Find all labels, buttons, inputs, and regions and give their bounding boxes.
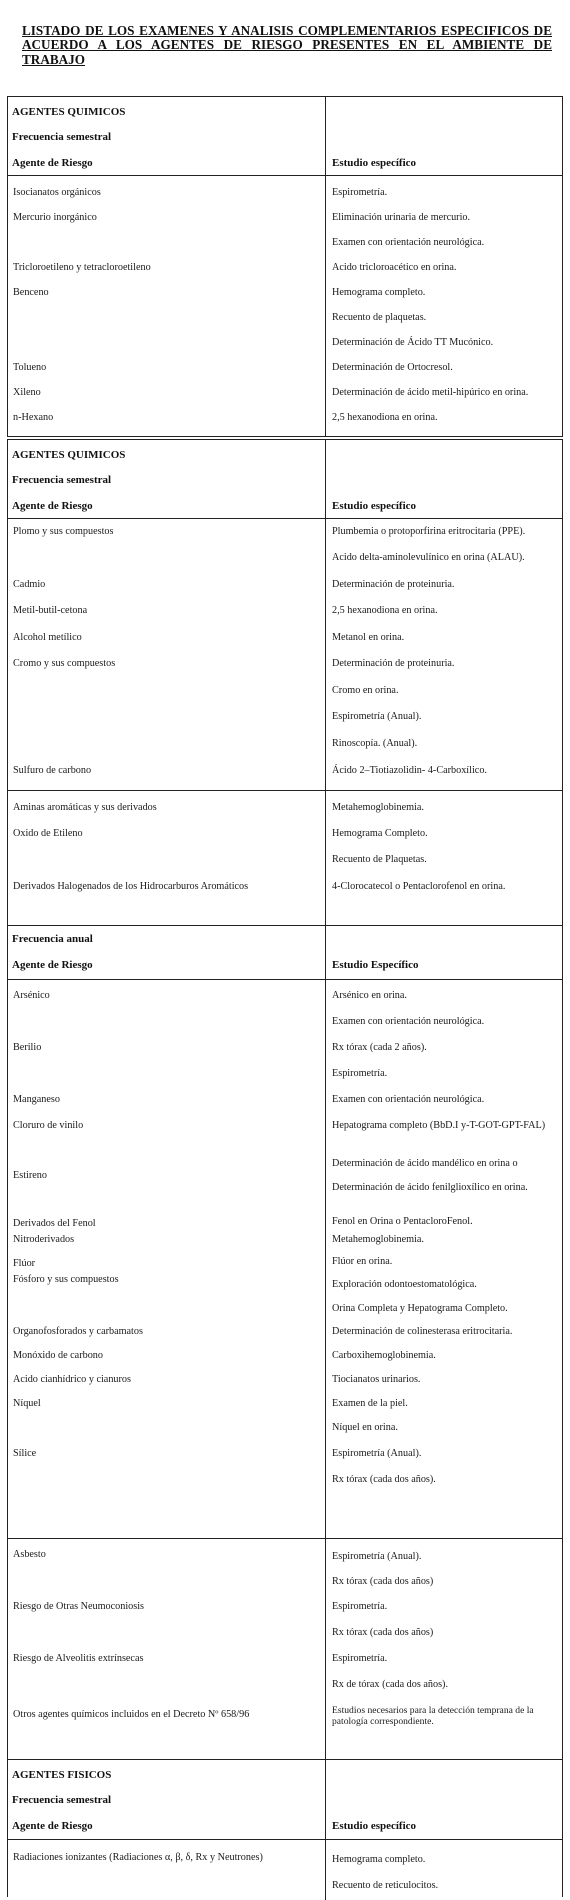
agent-cell: Benceno xyxy=(13,287,49,298)
study-cell: Plumbemia o protoporfirina eritrocitaria (PPE). xyxy=(332,526,526,537)
study-cell: Espirometría (Anual). xyxy=(332,711,422,722)
agent-cell: Cloruro de vinilo xyxy=(13,1120,84,1131)
study-column-header: Estudio específico xyxy=(332,1820,417,1832)
study-cell: Carboxihemoglobinemia. xyxy=(332,1350,436,1361)
study-cell: Determinación de Ácido TT Mucónico. xyxy=(332,337,494,348)
agent-cell: Alcohol metílico xyxy=(13,632,82,643)
study-cell: Metahemoglobinemia. xyxy=(332,802,424,813)
agent-cell: Fósforo y sus compuestos xyxy=(13,1274,119,1285)
agent-cell: Tricloroetileno y tetracloroetileno xyxy=(13,262,151,273)
frequency-label: Frecuencia anual xyxy=(12,933,93,945)
agent-column-header: Agente de Riesgo xyxy=(12,1820,93,1832)
agent-cell: n-Hexano xyxy=(13,412,54,423)
study-cell: Examen con orientación neurológica. xyxy=(332,237,485,248)
study-cell: Fenol en Orina o PentacloroFenol. xyxy=(332,1216,473,1227)
study-cell: Rx tórax (cada dos años). xyxy=(332,1474,436,1485)
group-heading: AGENTES QUIMICOS xyxy=(12,449,126,461)
study-cell: Eliminación urinaria de mercurio. xyxy=(332,212,471,223)
study-cell: Flúor en orina. xyxy=(332,1256,393,1267)
group-heading: AGENTES FISICOS xyxy=(12,1769,112,1781)
agent-cell: Berilio xyxy=(13,1042,42,1053)
agent-cell: Tolueno xyxy=(13,362,47,373)
study-cell: 2,5 hexanodiona en orina. xyxy=(332,605,438,616)
study-cell: Hepatograma completo (BbD.I y-T-GOT-GPT-FAL) xyxy=(332,1120,546,1131)
agent-cell: Isocianatos orgánicos xyxy=(13,187,101,198)
study-cell: Tiocianatos urinarios. xyxy=(332,1374,421,1385)
study-cell: Determinación de proteinuria. xyxy=(332,658,455,669)
study-cell: Metanol en orina. xyxy=(332,632,405,643)
agent-cell: Monóxido de carbono xyxy=(13,1350,103,1361)
agent-cell: Mercurio inorgánico xyxy=(13,212,97,223)
document-title: LISTADO DE LOS EXAMENES Y ANALISIS COMPLEMENTARIOS ESPECIFICOS DE ACUERDO A LOS AGENTES DE RIESGO PRESENTES EN EL AMBIENTE DE TRABAJO xyxy=(22,23,552,67)
study-cell: Espirometría. xyxy=(332,1068,388,1079)
agent-cell: Arsénico xyxy=(13,990,50,1001)
agent-cell: Estireno xyxy=(13,1170,47,1181)
study-cell: Rx de tórax (cada dos años). xyxy=(332,1679,448,1690)
agent-cell: Riesgo de Otras Neumoconiosis xyxy=(13,1601,145,1612)
agent-cell: Acido cianhídrico y cianuros xyxy=(13,1374,131,1385)
agent-cell: Manganeso xyxy=(13,1094,60,1105)
agent-column-header: Agente de Riesgo xyxy=(12,959,93,971)
study-cell: Rinoscopía. (Anual). xyxy=(332,738,418,749)
study-cell: Recuento de reticulocitos. xyxy=(332,1880,439,1891)
study-cell: Determinación de ácido mandélico en orina o xyxy=(332,1158,518,1169)
agent-cell: Sílice xyxy=(13,1448,37,1459)
agent-cell: Derivados Halogenados de los Hidrocarburos Aromáticos xyxy=(13,881,249,892)
agent-cell: Metil-butil-cetona xyxy=(13,605,88,616)
frequency-label: Frecuencia semestral xyxy=(12,1794,112,1806)
table-block-3 xyxy=(7,925,563,1897)
study-cell: Determinación de proteinuria. xyxy=(332,579,455,590)
agent-cell: Derivados del Fenol xyxy=(13,1218,96,1229)
agent-cell: Níquel xyxy=(13,1398,41,1409)
agent-cell: Nitroderivados xyxy=(13,1234,75,1245)
study-cell: Níquel en orina. xyxy=(332,1422,398,1433)
study-cell: Orina Completa y Hepatograma Completo. xyxy=(332,1303,508,1314)
study-cell: Exploración odontoestomatológica. xyxy=(332,1279,477,1290)
study-cell: Recuento de plaquetas. xyxy=(332,312,427,323)
study-cell: Acido delta-aminolevulínico en orina (ALAU). xyxy=(332,552,525,563)
study-cell: Espirometría. xyxy=(332,1653,388,1664)
frequency-label: Frecuencia semestral xyxy=(12,474,112,486)
study-cell: Espirometría. xyxy=(332,187,388,198)
section-header xyxy=(8,440,562,790)
agent-cell: Flúor xyxy=(13,1258,36,1269)
study-cell: Hemograma completo. xyxy=(332,287,426,298)
study-cell: Espirometría. xyxy=(332,1601,388,1612)
study-cell: Determinación de ácido fenilglioxílico en orina. xyxy=(332,1182,528,1193)
agent-cell: Radiaciones ionizantes (Radiaciones α, β, δ, Rx y Neutrones) xyxy=(13,1852,263,1863)
study-cell: Estudios necesarios para la detección temprana de la patología correspondiente. xyxy=(332,1705,534,1727)
study-cell: 4-Clorocatecol o Pentaclorofenol en orina. xyxy=(332,881,506,892)
study-cell: Espirometría (Anual). xyxy=(332,1551,422,1562)
study-cell: Rx tórax (cada dos años) xyxy=(332,1627,434,1638)
frequency-label: Frecuencia semestral xyxy=(12,131,112,143)
study-cell: Cromo en orina. xyxy=(332,685,399,696)
study-cell: 2,5 hexanodiona en orina. xyxy=(332,412,438,423)
table-section xyxy=(8,790,562,926)
agent-cell: Cadmio xyxy=(13,579,46,590)
agent-cell: Oxido de Etileno xyxy=(13,828,83,839)
study-cell: Examen con orientación neurológica. xyxy=(332,1016,485,1027)
study-cell: Rx tórax (cada 2 años). xyxy=(332,1042,427,1053)
section-header xyxy=(8,926,562,1538)
agent-cell: Plomo y sus compuestos xyxy=(13,526,114,537)
study-column-header: Estudio específico xyxy=(332,157,417,169)
study-cell: Examen con orientación neurológica. xyxy=(332,1094,485,1105)
study-cell: Metahemoglobinemia. xyxy=(332,1234,424,1245)
agent-cell: Riesgo de Alveolitis extrínsecas xyxy=(13,1653,144,1664)
table-block-2 xyxy=(7,439,563,926)
study-cell: Determinación de colinesterasa eritrocitaria. xyxy=(332,1326,513,1337)
section-header xyxy=(8,1759,562,1900)
study-cell: Hemograma completo. xyxy=(332,1854,426,1865)
study-cell: Recuento de Plaquetas. xyxy=(332,854,427,865)
study-column-header: Estudio específico xyxy=(332,500,417,512)
study-column-header: Estudio Específico xyxy=(332,959,419,971)
agent-cell: Otros agentes químicos incluidos en el Decreto Nº 658/96 xyxy=(13,1709,250,1720)
table-block-1 xyxy=(7,96,563,437)
study-cell: Acido tricloroacético en orina. xyxy=(332,262,457,273)
study-cell: Rx tórax (cada dos años) xyxy=(332,1576,434,1587)
agent-cell: Aminas aromáticas y sus derivados xyxy=(13,802,157,813)
study-cell: Determinación de Ortocresol. xyxy=(332,362,453,373)
group-heading: AGENTES QUIMICOS xyxy=(12,106,126,118)
section-header xyxy=(8,97,562,436)
study-cell: Ácido 2–Tiotiazolidin- 4-Carboxílico. xyxy=(332,765,487,776)
agent-column-header: Agente de Riesgo xyxy=(12,500,93,512)
agent-cell: Asbesto xyxy=(13,1549,46,1560)
study-cell: Arsénico en orina. xyxy=(332,990,407,1001)
agent-cell: Xileno xyxy=(13,387,41,398)
study-cell: Espirometría (Anual). xyxy=(332,1448,422,1459)
agent-cell: Cromo y sus compuestos xyxy=(13,658,116,669)
agent-cell: Organofosforados y carbamatos xyxy=(13,1326,143,1337)
study-cell: Examen de la piel. xyxy=(332,1398,408,1409)
agent-cell: Sulfuro de carbono xyxy=(13,765,92,776)
agent-column-header: Agente de Riesgo xyxy=(12,157,93,169)
study-cell: Hemograma Completo. xyxy=(332,828,428,839)
table-section xyxy=(8,1538,562,1759)
study-cell: Determinación de ácido metil-hipúrico en orina. xyxy=(332,387,529,398)
